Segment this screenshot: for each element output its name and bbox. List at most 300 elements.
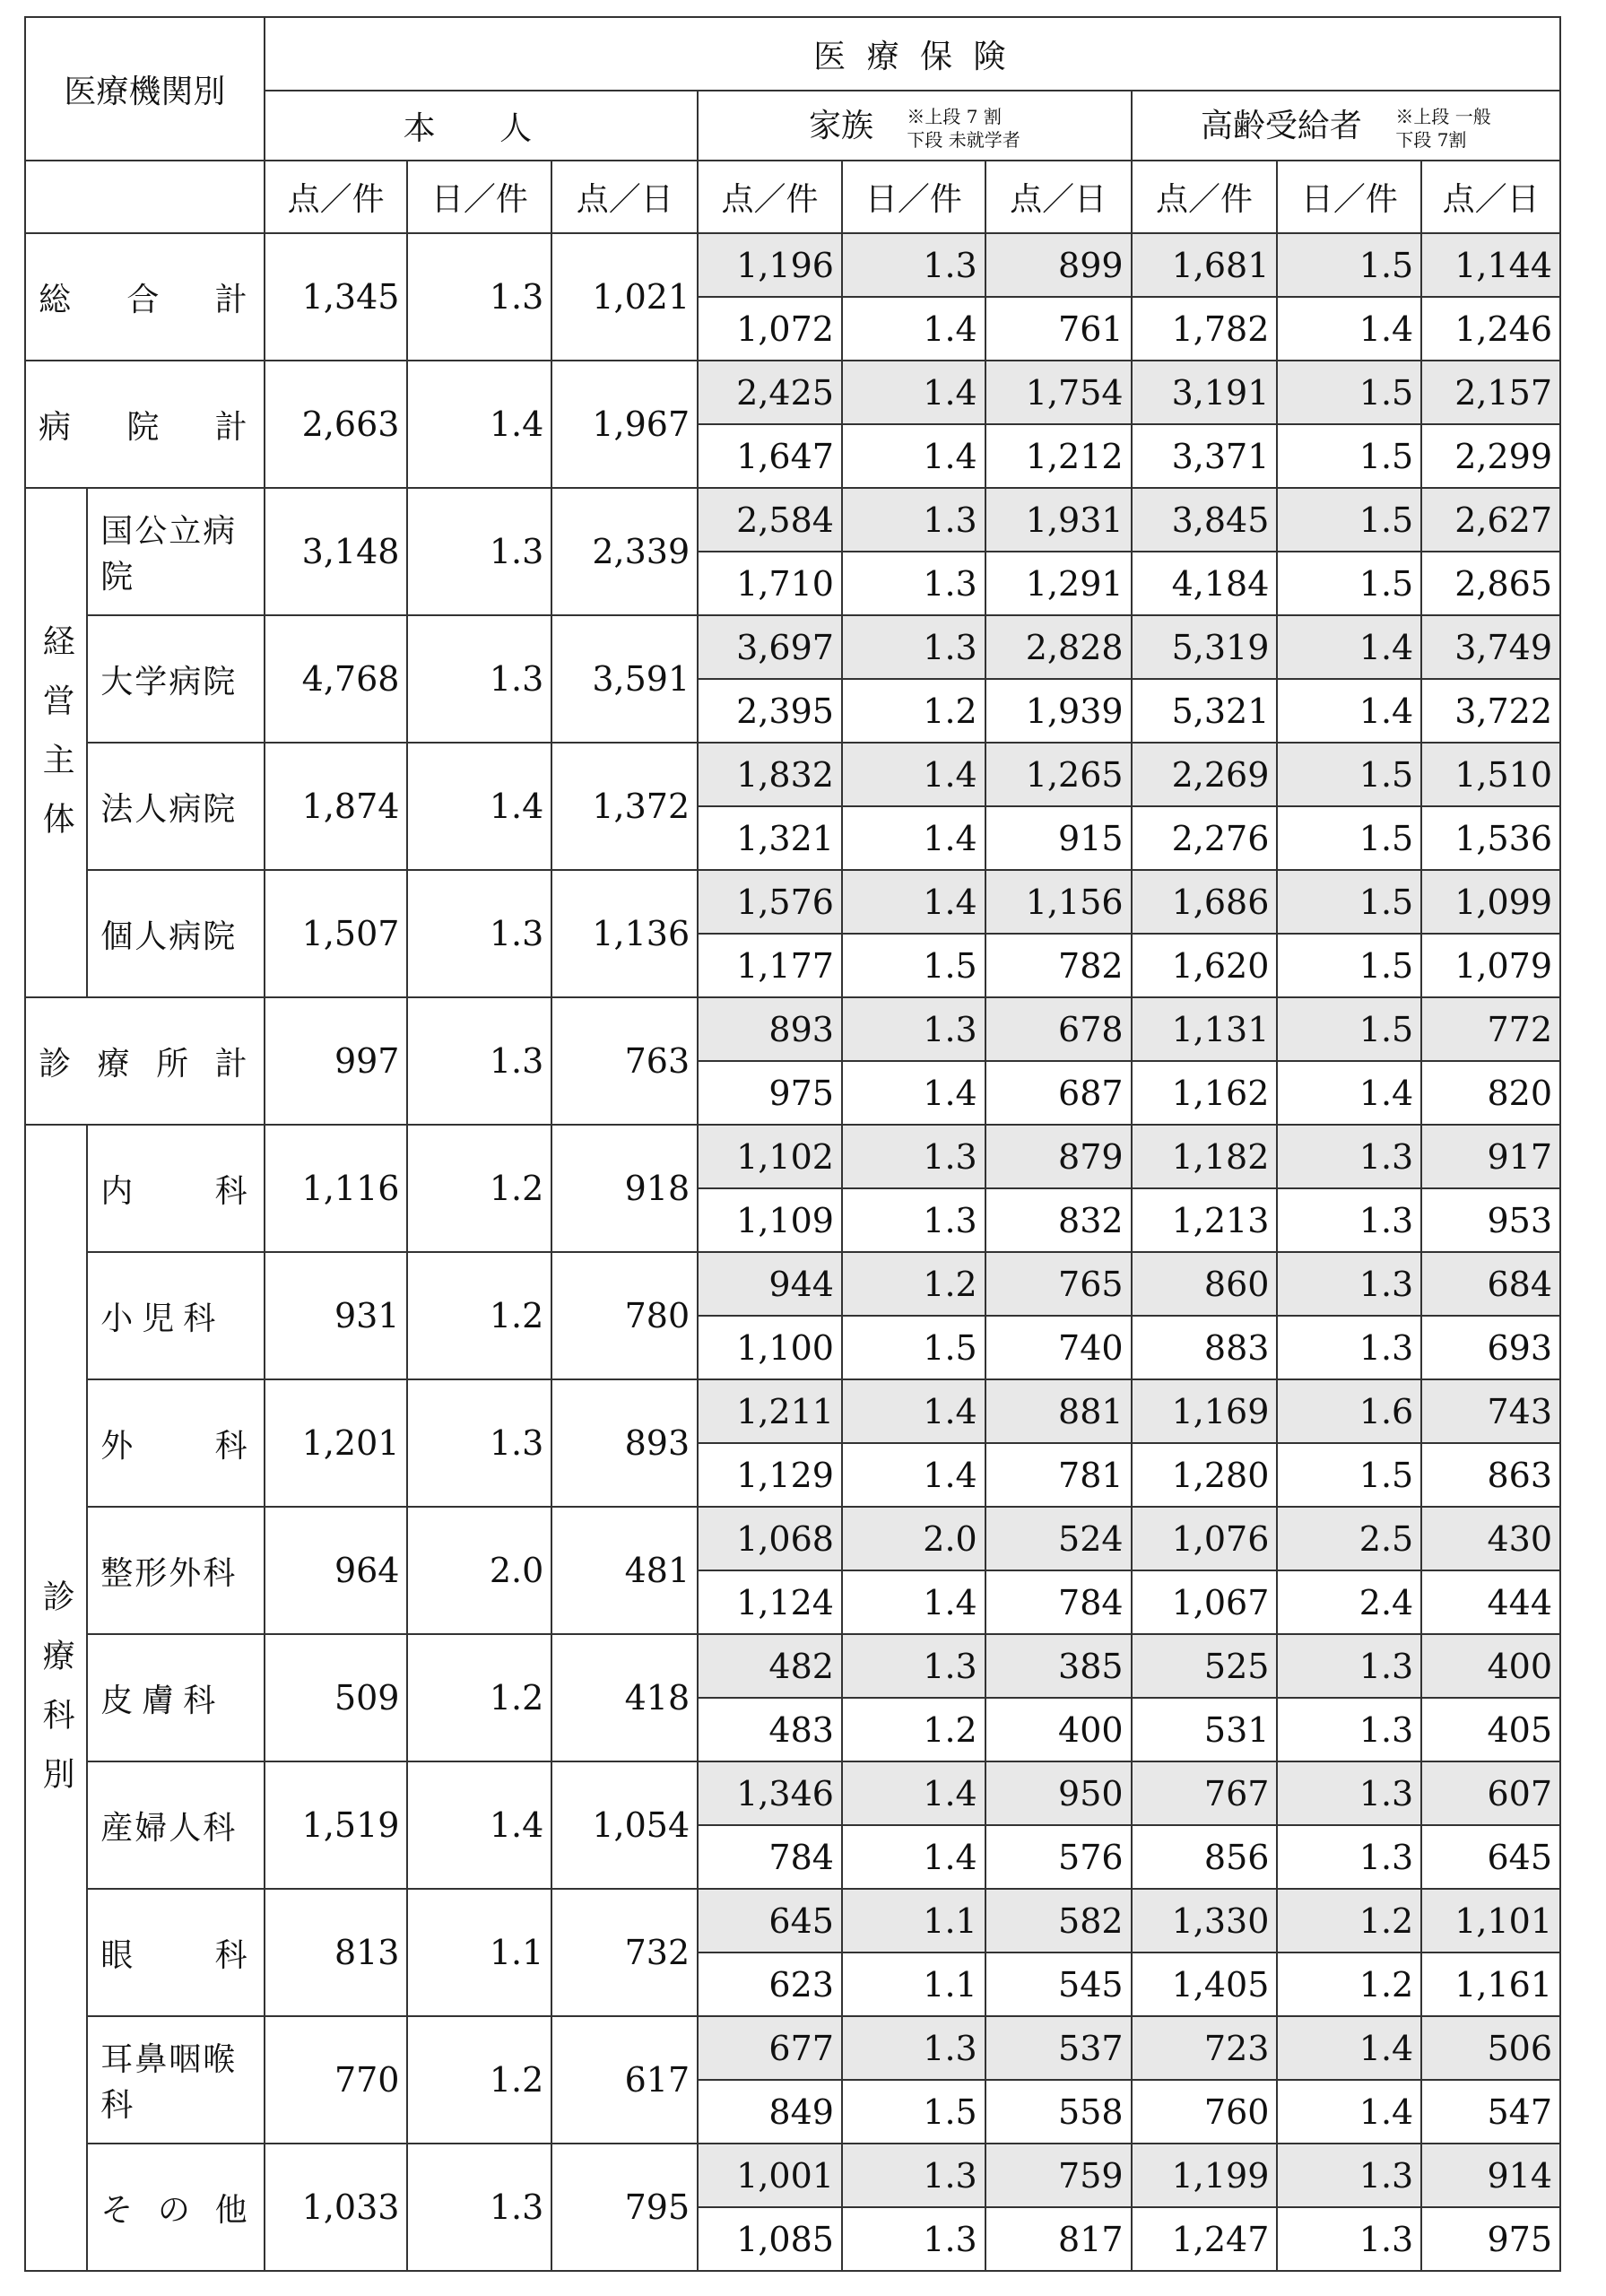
upper-value: 1.4 — [842, 1379, 985, 1443]
row-label — [87, 615, 264, 743]
honnin-value: 1,507 — [265, 870, 408, 997]
unit-header: 点／件 — [1132, 161, 1278, 233]
upper-value: 914 — [1421, 2144, 1560, 2207]
honnin-value: 931 — [265, 1252, 408, 1379]
lower-value: 2,299 — [1421, 424, 1560, 488]
kazoku-label: 家族 — [808, 107, 873, 144]
honnin-value: 763 — [551, 997, 698, 1125]
row-label-char: 科 — [214, 1427, 247, 1465]
upper-value: 1.3 — [1277, 1252, 1421, 1316]
upper-value: 1.5 — [1277, 361, 1421, 424]
unit-header: 日／件 — [1277, 161, 1421, 233]
lower-value: 444 — [1421, 1570, 1560, 1634]
table-row — [25, 1889, 1560, 1952]
row-label — [25, 233, 265, 361]
upper-value: 881 — [985, 1379, 1132, 1443]
kazoku-note-upper: ※上段 7 割 — [907, 105, 1002, 127]
lower-value: 1,072 — [698, 297, 842, 361]
honnin-value: 918 — [551, 1125, 698, 1252]
upper-value: 759 — [985, 2144, 1132, 2207]
honnin-value: 1,372 — [551, 743, 698, 870]
upper-value: 400 — [1421, 1634, 1560, 1698]
table-row — [25, 870, 1560, 934]
lower-value: 531 — [1132, 1698, 1278, 1761]
lower-value: 1,079 — [1421, 934, 1560, 997]
unit-header: 日／件 — [842, 161, 985, 233]
upper-value: 1,001 — [698, 2144, 842, 2207]
upper-value: 2,157 — [1421, 361, 1560, 424]
lower-value: 1.3 — [842, 2207, 985, 2271]
honnin-value: 1.3 — [407, 2144, 551, 2271]
upper-value: 3,697 — [698, 615, 842, 679]
upper-value: 1,102 — [698, 1125, 842, 1188]
upper-value: 678 — [985, 997, 1132, 1061]
honnin-value: 3,591 — [551, 615, 698, 743]
honnin-value: 1,054 — [551, 1761, 698, 1889]
honnin-value: 509 — [265, 1634, 408, 1761]
lower-value: 1,280 — [1132, 1443, 1278, 1507]
honnin-value: 1.2 — [407, 1125, 551, 1252]
row-label-char: 病 — [39, 408, 72, 446]
upper-value: 723 — [1132, 2016, 1278, 2080]
lower-value: 1.4 — [842, 1570, 985, 1634]
upper-value: 917 — [1421, 1125, 1560, 1188]
lower-value: 1.5 — [1277, 1443, 1421, 1507]
lower-value: 1.5 — [1277, 424, 1421, 488]
lower-value: 2.4 — [1277, 1570, 1421, 1634]
upper-value: 1.5 — [1277, 870, 1421, 934]
row-label-text — [88, 2185, 263, 2231]
institution-header — [25, 17, 265, 161]
unit-header: 日／件 — [407, 161, 551, 233]
honnin-value: 1.1 — [407, 1889, 551, 2016]
row-label-text: 整形外科 — [100, 1554, 238, 1592]
table-row — [25, 615, 1560, 679]
upper-value: 1.5 — [1277, 233, 1421, 297]
lower-value: 1.5 — [842, 934, 985, 997]
koureisha-label: 高齢受給者 — [1200, 107, 1362, 144]
table-row — [25, 1507, 1560, 1570]
table-row — [25, 1379, 1560, 1443]
lower-value: 1.2 — [842, 1698, 985, 1761]
honnin-value: 795 — [551, 2144, 698, 2271]
row-label-char: 計 — [214, 1045, 247, 1083]
honnin-value: 1,201 — [265, 1379, 408, 1507]
koureisha-note-lower: 下段 7割 — [1395, 128, 1467, 151]
lower-value: 693 — [1421, 1316, 1560, 1379]
lower-value: 832 — [985, 1188, 1132, 1252]
kazoku-note-lower: 下段 未就学者 — [907, 128, 1020, 151]
honnin-value: 1.3 — [407, 997, 551, 1125]
unit-row — [25, 161, 1560, 233]
upper-value: 1.2 — [842, 1252, 985, 1316]
row-label-text — [88, 1930, 263, 1976]
kazoku-header — [698, 91, 1131, 161]
upper-value: 645 — [698, 1889, 842, 1952]
row-label-char: 所 — [156, 1045, 189, 1083]
lower-value: 1.4 — [1277, 1061, 1421, 1125]
lower-value: 1,162 — [1132, 1061, 1278, 1125]
lower-value: 1.3 — [1277, 1188, 1421, 1252]
lower-value: 645 — [1421, 1825, 1560, 1889]
lower-value: 849 — [698, 2080, 842, 2144]
lower-value: 1,124 — [698, 1570, 842, 1634]
unit-header: 点／件 — [698, 161, 842, 233]
row-label-text — [88, 1421, 263, 1466]
lower-value: 1.1 — [842, 1952, 985, 2016]
upper-value: 1,265 — [985, 743, 1132, 806]
lower-value: 3,722 — [1421, 679, 1560, 743]
row-label-char: 内 — [100, 1172, 134, 1210]
row-label — [87, 1761, 264, 1889]
upper-value: 2,269 — [1132, 743, 1278, 806]
lower-value: 1.4 — [842, 424, 985, 488]
lower-value: 1.3 — [1277, 1825, 1421, 1889]
lower-value: 1.2 — [842, 679, 985, 743]
upper-value: 765 — [985, 1252, 1132, 1316]
lower-value: 1,247 — [1132, 2207, 1278, 2271]
row-label-text: 法人病院 — [100, 790, 238, 828]
unit-header: 点／件 — [265, 161, 408, 233]
lower-value: 1.3 — [842, 1188, 985, 1252]
honnin-value: 4,768 — [265, 615, 408, 743]
lower-value: 1,536 — [1421, 806, 1560, 870]
upper-value: 1,211 — [698, 1379, 842, 1443]
honnin-value: 770 — [265, 2016, 408, 2144]
lower-value: 1,067 — [1132, 1570, 1278, 1634]
upper-value: 506 — [1421, 2016, 1560, 2080]
row-label-text: 大学病院 — [100, 663, 238, 700]
honnin-value: 1.2 — [407, 2016, 551, 2144]
lower-value: 1,321 — [698, 806, 842, 870]
row-label-text: 産婦人科 — [100, 1809, 238, 1847]
honnin-value: 1,874 — [265, 743, 408, 870]
lower-value: 1,085 — [698, 2207, 842, 2271]
upper-value: 1,131 — [1132, 997, 1278, 1061]
lower-value: 1.3 — [1277, 1698, 1421, 1761]
lower-value: 820 — [1421, 1061, 1560, 1125]
honnin-value: 1,136 — [551, 870, 698, 997]
lower-value: 1.4 — [842, 297, 985, 361]
lower-value: 1.5 — [1277, 552, 1421, 615]
upper-value: 743 — [1421, 1379, 1560, 1443]
upper-value: 1,068 — [698, 1507, 842, 1570]
table-row — [25, 1125, 1560, 1188]
upper-value: 2,425 — [698, 361, 842, 424]
honnin-value: 481 — [551, 1507, 698, 1634]
table-row — [25, 743, 1560, 806]
upper-value: 1,931 — [985, 488, 1132, 552]
upper-value: 3,749 — [1421, 615, 1560, 679]
lower-value: 863 — [1421, 1443, 1560, 1507]
lower-value: 1.4 — [842, 806, 985, 870]
lower-value: 545 — [985, 1952, 1132, 2016]
lower-value: 687 — [985, 1061, 1132, 1125]
upper-value: 3,845 — [1132, 488, 1278, 552]
honnin-header — [265, 91, 698, 161]
lower-value: 1,291 — [985, 552, 1132, 615]
row-label-text: 小児科 — [100, 1300, 225, 1337]
lower-value: 740 — [985, 1316, 1132, 1379]
lower-value: 1,647 — [698, 424, 842, 488]
upper-value: 1,330 — [1132, 1889, 1278, 1952]
upper-value: 950 — [985, 1761, 1132, 1825]
lower-value: 2,395 — [698, 679, 842, 743]
upper-value: 1.3 — [842, 488, 985, 552]
upper-value: 1.4 — [842, 870, 985, 934]
unit-blank — [25, 161, 265, 233]
honnin-value: 1,967 — [551, 361, 698, 488]
upper-value: 524 — [985, 1507, 1132, 1570]
honnin-value: 1.2 — [407, 1252, 551, 1379]
row-label-char: 療 — [97, 1045, 130, 1083]
honnin-value: 964 — [265, 1507, 408, 1634]
koureisha-note-upper: ※上段 一般 — [1395, 105, 1491, 127]
upper-value: 1,754 — [985, 361, 1132, 424]
lower-value: 1.4 — [842, 1443, 985, 1507]
lower-value: 400 — [985, 1698, 1132, 1761]
upper-value: 1,169 — [1132, 1379, 1278, 1443]
upper-value: 1,182 — [1132, 1125, 1278, 1188]
row-label-char: 科 — [214, 1936, 247, 1974]
row-label-char: 眼 — [100, 1936, 134, 1974]
lower-value: 405 — [1421, 1698, 1560, 1761]
lower-value: 817 — [985, 2207, 1132, 2271]
lower-value: 1,405 — [1132, 1952, 1278, 2016]
upper-value: 899 — [985, 233, 1132, 297]
lower-value: 1,213 — [1132, 1188, 1278, 1252]
upper-value: 1.3 — [842, 1125, 985, 1188]
upper-value: 1.4 — [842, 1761, 985, 1825]
lower-value: 1,161 — [1421, 1952, 1560, 2016]
honnin-value: 1,021 — [551, 233, 698, 361]
row-label — [87, 743, 264, 870]
table-row — [25, 1761, 1560, 1825]
upper-value: 860 — [1132, 1252, 1278, 1316]
keiei-group-text: 経営主体 — [38, 624, 75, 861]
upper-value: 2,828 — [985, 615, 1132, 679]
lower-value: 1,100 — [698, 1316, 842, 1379]
group-title-cell — [265, 17, 1560, 91]
honnin-value: 1.3 — [407, 870, 551, 997]
upper-value: 677 — [698, 2016, 842, 2080]
honnin-label: 本 人 — [403, 109, 560, 147]
lower-value: 1.5 — [1277, 806, 1421, 870]
table-row — [25, 233, 1560, 297]
lower-value: 3,371 — [1132, 424, 1278, 488]
honnin-value: 2.0 — [407, 1507, 551, 1634]
honnin-value: 2,663 — [265, 361, 408, 488]
row-label — [87, 1889, 264, 2016]
row-label-text: 皮膚科 — [100, 1682, 225, 1719]
lower-value: 2,276 — [1132, 806, 1278, 870]
lower-value: 953 — [1421, 1188, 1560, 1252]
shinryoka-group-label — [25, 1125, 87, 2271]
lower-value: 975 — [698, 1061, 842, 1125]
upper-value: 385 — [985, 1634, 1132, 1698]
lower-value: 4,184 — [1132, 552, 1278, 615]
upper-value: 1.5 — [1277, 743, 1421, 806]
lower-value: 915 — [985, 806, 1132, 870]
upper-value: 1.3 — [842, 2016, 985, 2080]
lower-value: 760 — [1132, 2080, 1278, 2144]
upper-value: 772 — [1421, 997, 1560, 1061]
lower-value: 2,865 — [1421, 552, 1560, 615]
upper-value: 1.2 — [1277, 1889, 1421, 1952]
upper-value: 1.3 — [1277, 1125, 1421, 1188]
row-label — [87, 870, 264, 997]
upper-value: 430 — [1421, 1507, 1560, 1570]
lower-value: 784 — [985, 1570, 1132, 1634]
upper-value: 607 — [1421, 1761, 1560, 1825]
lower-value: 1,246 — [1421, 297, 1560, 361]
lower-value: 1.4 — [1277, 679, 1421, 743]
unit-header: 点／日 — [985, 161, 1132, 233]
row-label — [87, 2016, 264, 2144]
honnin-value: 1.3 — [407, 488, 551, 615]
upper-value: 1,101 — [1421, 1889, 1560, 1952]
upper-value: 879 — [985, 1125, 1132, 1188]
lower-value: 1.3 — [1277, 1316, 1421, 1379]
row-label-char: 診 — [39, 1045, 72, 1083]
honnin-value: 1.3 — [407, 615, 551, 743]
honnin-value: 997 — [265, 997, 408, 1125]
upper-value: 1,510 — [1421, 743, 1560, 806]
row-label — [87, 1252, 264, 1379]
lower-value: 1.5 — [842, 2080, 985, 2144]
row-label-char: の — [157, 2191, 190, 2229]
lower-value: 1,620 — [1132, 934, 1278, 997]
upper-value: 582 — [985, 1889, 1132, 1952]
lower-value: 1.3 — [1277, 2207, 1421, 2271]
upper-value: 1,686 — [1132, 870, 1278, 934]
honnin-value: 780 — [551, 1252, 698, 1379]
lower-value: 547 — [1421, 2080, 1560, 2144]
lower-value: 483 — [698, 1698, 842, 1761]
lower-value: 856 — [1132, 1825, 1278, 1889]
honnin-value: 893 — [551, 1379, 698, 1507]
upper-value: 3,191 — [1132, 361, 1278, 424]
group-title: 医 療 保 険 — [813, 38, 1011, 75]
lower-value: 1,212 — [985, 424, 1132, 488]
lower-value: 1,109 — [698, 1188, 842, 1252]
honnin-value: 1.3 — [407, 1379, 551, 1507]
lower-value: 1,177 — [698, 934, 842, 997]
row-label-char: 計 — [214, 408, 247, 446]
upper-value: 1.5 — [1277, 997, 1421, 1061]
honnin-value: 418 — [551, 1634, 698, 1761]
honnin-value: 1.2 — [407, 1634, 551, 1761]
lower-value: 5,321 — [1132, 679, 1278, 743]
upper-value: 1.3 — [842, 2144, 985, 2207]
medical-cost-table — [24, 16, 1561, 2272]
upper-value: 1,199 — [1132, 2144, 1278, 2207]
row-label — [25, 997, 265, 1125]
honnin-value: 3,148 — [265, 488, 408, 615]
upper-value: 1,681 — [1132, 233, 1278, 297]
lower-value: 1.5 — [1277, 934, 1421, 997]
upper-value: 1.6 — [1277, 1379, 1421, 1443]
honnin-value: 1.3 — [407, 233, 551, 361]
lower-value: 1.4 — [1277, 297, 1421, 361]
upper-value: 1.3 — [842, 615, 985, 679]
upper-value: 5,319 — [1132, 615, 1278, 679]
row-label-char: 院 — [126, 408, 160, 446]
upper-value: 1.5 — [1277, 488, 1421, 552]
lower-value: 761 — [985, 297, 1132, 361]
row-label — [87, 2144, 264, 2271]
upper-value: 1.1 — [842, 1889, 985, 1952]
honnin-value: 1,033 — [265, 2144, 408, 2271]
upper-value: 1.4 — [842, 743, 985, 806]
upper-value: 1,346 — [698, 1761, 842, 1825]
lower-value: 1.4 — [842, 1825, 985, 1889]
honnin-value: 1,345 — [265, 233, 408, 361]
row-label-char: 計 — [214, 281, 247, 318]
upper-value: 1.3 — [842, 1634, 985, 1698]
row-label-text — [88, 1166, 263, 1212]
upper-value: 1.3 — [1277, 1761, 1421, 1825]
row-label — [25, 361, 265, 488]
table-row — [25, 361, 1560, 424]
honnin-value: 1.4 — [407, 743, 551, 870]
upper-value: 1.3 — [1277, 2144, 1421, 2207]
upper-value: 1,832 — [698, 743, 842, 806]
upper-value: 2.0 — [842, 1507, 985, 1570]
upper-value: 1,196 — [698, 233, 842, 297]
keiei-group-label — [25, 488, 87, 997]
unit-header: 点／日 — [551, 161, 698, 233]
row-label-text: 耳鼻咽喉科 — [100, 2041, 238, 2124]
row-label — [87, 1507, 264, 1634]
upper-value: 525 — [1132, 1634, 1278, 1698]
upper-value: 1.4 — [1277, 2016, 1421, 2080]
row-label-text: 国公立病院 — [100, 513, 238, 596]
institution-header-label: 医療機関別 — [64, 73, 226, 110]
row-label-char: 総 — [39, 281, 72, 318]
upper-value: 1,156 — [985, 870, 1132, 934]
row-label-char: 合 — [126, 281, 160, 318]
lower-value: 576 — [985, 1825, 1132, 1889]
row-label — [87, 1125, 264, 1252]
lower-value: 1,939 — [985, 679, 1132, 743]
table-row — [25, 997, 1560, 1061]
upper-value: 2,627 — [1421, 488, 1560, 552]
upper-value: 944 — [698, 1252, 842, 1316]
honnin-value: 617 — [551, 2016, 698, 2144]
upper-value: 1.3 — [842, 997, 985, 1061]
lower-value: 1,710 — [698, 552, 842, 615]
row-label — [87, 488, 264, 615]
table-row — [25, 2144, 1560, 2207]
koureisha-header — [1132, 91, 1560, 161]
honnin-value: 1,116 — [265, 1125, 408, 1252]
lower-value: 1,782 — [1132, 297, 1278, 361]
row-label-char: 他 — [214, 2191, 247, 2229]
lower-value: 883 — [1132, 1316, 1278, 1379]
upper-value: 1,144 — [1421, 233, 1560, 297]
row-label — [87, 1379, 264, 1507]
upper-value: 1.4 — [842, 361, 985, 424]
upper-value: 482 — [698, 1634, 842, 1698]
upper-value: 1,576 — [698, 870, 842, 934]
honnin-value: 813 — [265, 1889, 408, 2016]
kazoku-note — [907, 105, 1020, 152]
upper-value: 893 — [698, 997, 842, 1061]
unit-header: 点／日 — [1421, 161, 1560, 233]
koureisha-note — [1395, 105, 1490, 152]
honnin-value: 1,519 — [265, 1761, 408, 1889]
